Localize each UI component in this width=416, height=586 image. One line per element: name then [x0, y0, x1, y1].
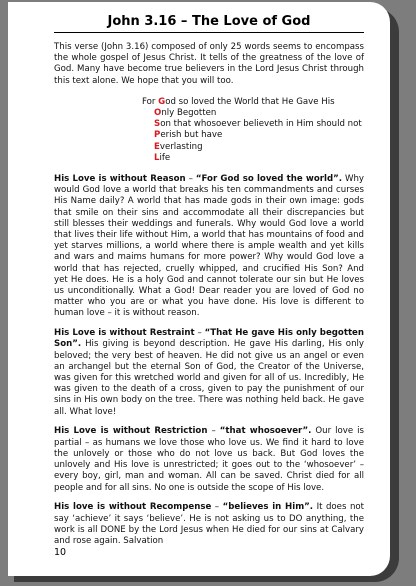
section-body: Our love is partial – as humans we love those who love us. We find it hard to love the unlovely or those who do not love us back. But God loves the unlovely and His love is unrestricted; it goes out to the ‘whosoever’ – every boy, girl, man and woman. All can be saved. Christ died for all people and for all sins. No one is outside the scope of His love.: [54, 426, 365, 493]
section-body: Why would God love a world that breaks his ten commandments and curses His Name daily? A world that has made gods in their own image: gods that smile on their sins and accommodate all their discrepancies but still blesses their weddings and funerals. Why would God love a world that lives their life without Him, a world that has mountains of food and yet starves millions, a world where there is ample wealth and yet kills and wars and maims humans for more power? Why would God love a world that has rejected, cruelly whipped, and crucified His Son? And yet He does. He is a holy God and cannot tolerate our sin but He loves us unconditionally. What a God! Dear reader you are loved of God no matter who you are or what you have done. His love is different to human love – it is without reason.: [54, 174, 365, 319]
section-body: His giving is beyond description. He gave His darling, His only beloved; the very best of heaven. He did not give us an angel or even an archangel but the eternal Son of God, the Creator of the Universe, was given for this wretched world and given for all of us. Incredibly, He was given to the death of a cross, given to pay the punishment of our sins in His own body on the tree. There was nothing held back. He gave all. What love!: [54, 339, 364, 417]
intro-paragraph: This verse (John 3.16) composed of only 25 words seems to encompass the whole gospel of Jesus Christ. It tells of the greatness of the love of God. Many have become true believers in the Lord Jesus Christ through this text alone. We hope that you will too.: [54, 42, 364, 86]
acrostic-line: [142, 142, 364, 153]
section-paragraph: [54, 502, 364, 547]
acrostic-line: [142, 108, 364, 119]
acrostic-rest: ife: [159, 152, 171, 163]
book-page: [8, 2, 390, 576]
section-paragraph: [54, 426, 364, 493]
page-number: 10: [54, 547, 67, 558]
acrostic-rest: od so loved the World that He Gave His: [165, 96, 335, 107]
section-quote: “For God so loved the world”.: [195, 174, 343, 185]
acrostic-letter: S: [154, 119, 161, 130]
acrostic-line: [142, 153, 364, 164]
acrostic-line: [142, 97, 364, 108]
acrostic-line: [142, 119, 364, 130]
section-quote: “that whosoever”.: [219, 426, 312, 437]
section-heading: His Love is without Restriction: [54, 426, 208, 437]
section-quote: “believes in Him”.: [222, 502, 314, 513]
page-title: John 3.16 – The Love of God: [54, 14, 364, 33]
acrostic-letter: E: [154, 141, 160, 152]
acrostic-letter: G: [158, 96, 166, 107]
acrostic-line: [142, 130, 364, 141]
section-separator: –: [194, 328, 205, 339]
section-heading: His Love is without Restraint: [54, 328, 195, 339]
acrostic-rest: verlasting: [159, 141, 203, 152]
section-separator: –: [211, 502, 223, 513]
acrostic-rest: on that whosoever believeth in Him should not: [160, 119, 362, 130]
section-separator: –: [207, 426, 220, 437]
section-paragraph: [54, 328, 364, 418]
acrostic-rest: erish but have: [160, 130, 223, 141]
section-heading: His love is without Recompense: [54, 502, 212, 513]
acrostic-prefix: For: [142, 96, 159, 107]
acrostic-letter: O: [154, 108, 162, 119]
section-heading: His Love is without Reason: [54, 174, 186, 185]
section-quote: “That He gave His only begotten Son”.: [54, 328, 364, 350]
acrostic-rest: nly Begotten: [161, 108, 217, 119]
section-body: It does not say ‘achieve’ it says ‘believe’. He is not asking us to DO anything, the work is all DONE by the Lord Jesus when He died for our sins at Calvary and rose again. Salvation: [54, 502, 365, 546]
acrostic-letter: P: [154, 130, 161, 141]
acrostic-verse: [142, 97, 364, 164]
acrostic-letter: L: [154, 152, 160, 163]
section-paragraph: [54, 174, 364, 320]
section-separator: –: [185, 174, 196, 185]
